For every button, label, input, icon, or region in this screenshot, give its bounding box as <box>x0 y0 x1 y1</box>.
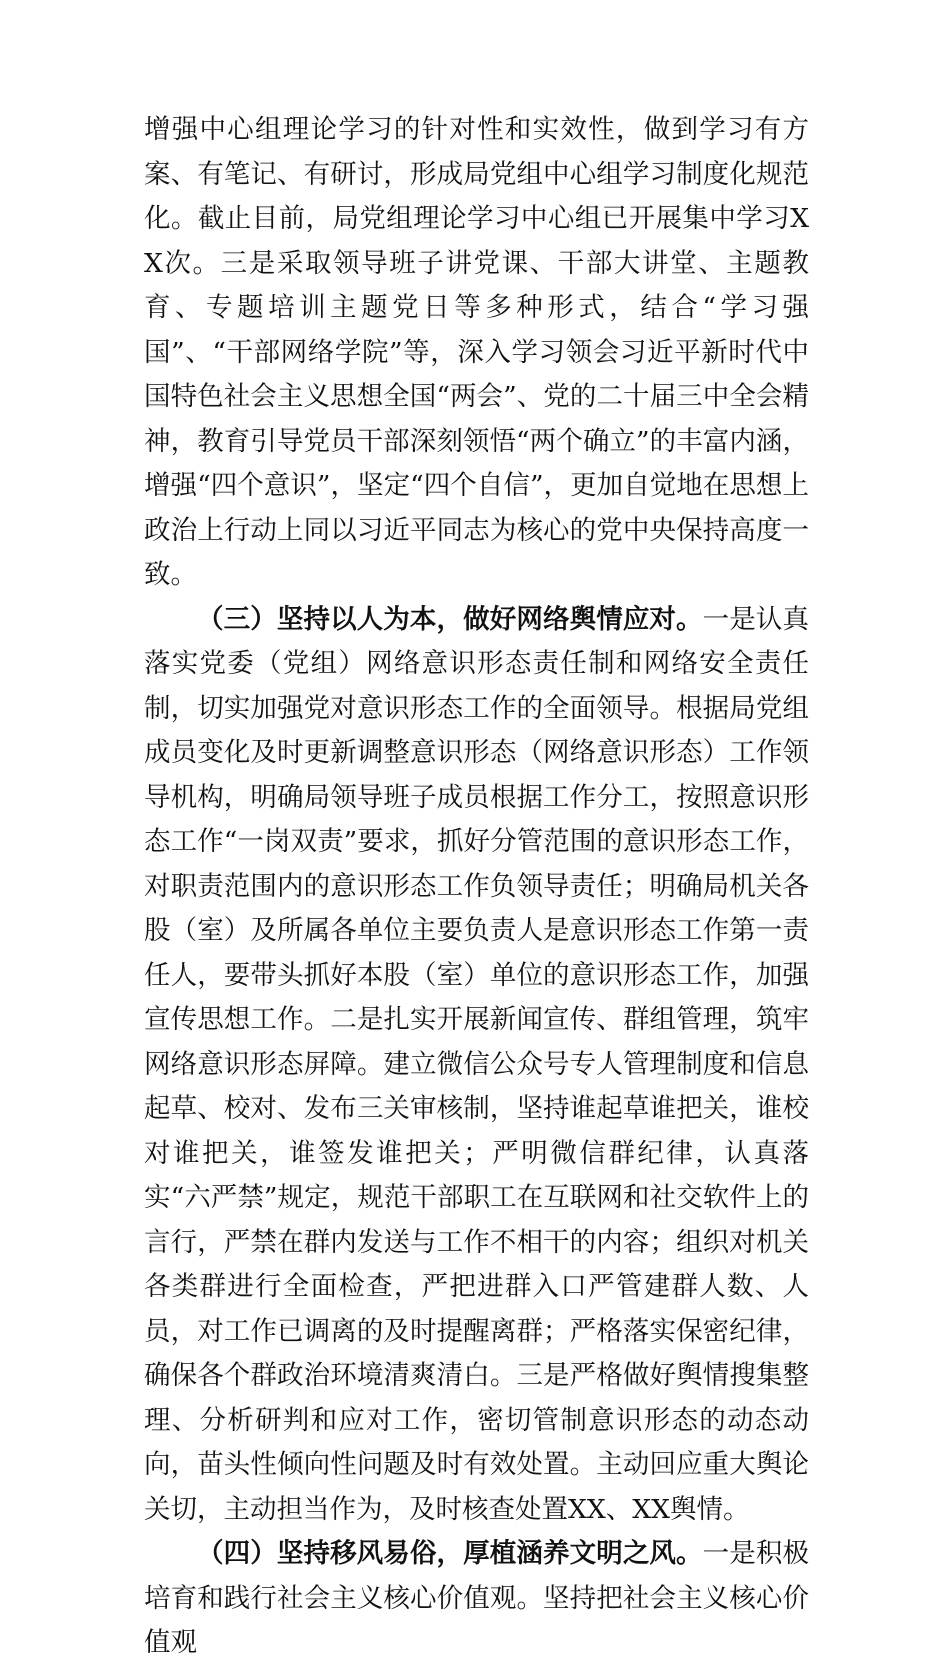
paragraph-section-3 <box>144 598 809 1533</box>
paragraph-continued <box>144 108 809 598</box>
paragraph-body-text: 增强中心组理论学习的针对性和实效性，做到学习有方案、有笔记、有研讨，形成局党组中心组学习制度化规范化。截止目前，局党组理论学习中心组已开展集中学习XX次。三是采取领导班子讲党课、干部大讲堂、主题教育、专题培训主题党日等多种形式，结合“学习强国”、“干部网络学院”等，深入学习领会习近平新时代中国特色社会主义思想全国“两会”、党的二十届三中全会精神，教育引导党员干部深刻领悟“两个确立”的丰富内涵，增强“四个意识”，坚定“四个自信”，更加自觉地在思想上政治上行动上同以习近平同志为核心的党中央保持高度一致。 <box>144 114 809 590</box>
paragraph-body-text: 一是积极培育和践行社会主义核心价值观。坚持把社会主义核心价值观 <box>144 1538 810 1658</box>
paragraph-section-4 <box>144 1532 809 1666</box>
paragraph-body-text: 一是认真落实党委（党组）网络意识形态责任制和网络安全责任制，切实加强党对意识形态工作的全面领导。根据局党组成员变化及时更新调整意识形态（网络意识形态）工作领导机构，明确局领导班子成员根据工作分工，按照意识形态工作“一岗双责”要求，抓好分管范围的意识形态工作，对职责范围内的意识形态工作负领导责任；明确局机关各股（室）及所属各单位主要负责人是意识形态工作第一责任人，要带头抓好本股（室）单位的意识形态工作，加强宣传思想工作。二是扎实开展新闻宣传、群组管理，筑牢网络意识形态屏障。建立微信公众号专人管理制度和信息起草、校对、发布三关审核制，坚持谁起草谁把关，谁校对谁把关，谁签发谁把关；严明微信群纪律，认真落实“六严禁”规定，规范干部职工在互联网和社交软件上的言行，严禁在群内发送与工作不相干的内容；组织对机关各类群进行全面检查，严把进群入口严管建群人数、人员，对工作已调离的及时提醒离群；严格落实保密纪律，确保各个群政治环境清爽清白。三是严格做好舆情搜集整理、分析研判和应对工作，密切管制意识形态的动态动向，苗头性倾向性问题及时有效处置。主动回应重大舆论关切，主动担当作为，及时核查处置XX、XX舆情。 <box>144 603 810 1525</box>
document-body <box>144 108 809 1666</box>
section-heading-4: （四）坚持移风易俗，厚植涵养文明之风。 <box>197 1538 703 1569</box>
section-heading-3: （三）坚持以人为本，做好网络舆情应对。 <box>197 603 703 635</box>
